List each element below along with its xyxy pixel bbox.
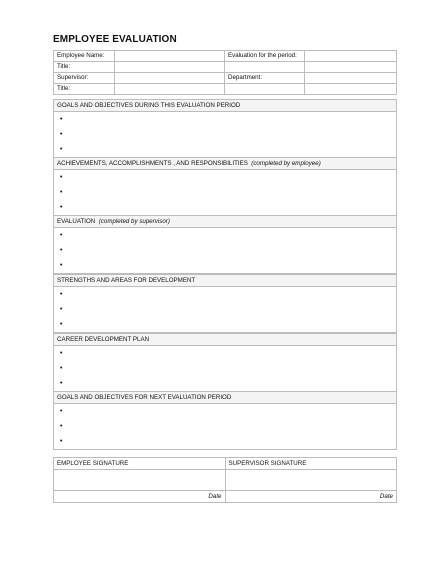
list-item[interactable] <box>54 361 396 376</box>
list-item[interactable] <box>54 419 396 434</box>
section-label: GOALS AND OBJECTIVES DURING THIS EVALUATION PERIOD <box>57 102 241 109</box>
blank-field[interactable] <box>305 84 397 95</box>
section-achievements <box>53 157 397 216</box>
section-note: (completed by employee) <box>251 160 321 167</box>
evaluation-period-label: Evaluation for the period: <box>225 51 305 62</box>
section-body[interactable] <box>54 112 397 158</box>
supervisor-signature-field[interactable] <box>225 470 397 491</box>
list-item[interactable] <box>54 142 396 157</box>
supervisor-signature-label: SUPERVISOR SIGNATURE <box>225 458 397 470</box>
employee-signature-field[interactable] <box>54 470 226 491</box>
section-body[interactable] <box>54 346 397 392</box>
list-item[interactable] <box>54 200 396 215</box>
supervisor-title-field[interactable] <box>115 84 225 95</box>
bullet-list <box>54 404 396 449</box>
list-item[interactable] <box>54 434 396 449</box>
list-item[interactable] <box>54 170 396 185</box>
bullet-list <box>54 346 396 391</box>
employee-name-field[interactable] <box>115 51 225 62</box>
title-field[interactable] <box>115 62 225 73</box>
supervisor-field[interactable] <box>115 73 225 84</box>
list-item[interactable] <box>54 302 396 317</box>
info-row <box>54 51 397 62</box>
list-item[interactable] <box>54 228 396 243</box>
list-item[interactable] <box>54 317 396 332</box>
date-label: Date <box>208 492 222 500</box>
evaluation-period-field[interactable] <box>305 51 397 62</box>
supervisor-label: Supervisor: <box>54 73 115 84</box>
section-note: (completed by supervisor) <box>98 218 170 225</box>
section-label: CAREER DEVELOPMENT PLAN <box>57 336 150 343</box>
list-item[interactable] <box>54 185 396 200</box>
section-label: ACHIEVEMENTS, ACCOMPLISHMENTS , AND RESPONSIBILITIES <box>57 160 248 167</box>
section-header <box>54 158 397 170</box>
employee-signature-label: EMPLOYEE SIGNATURE <box>54 458 226 470</box>
section-label: EVALUATION <box>57 218 96 225</box>
bullet-list <box>54 228 396 273</box>
blank-field[interactable] <box>305 62 397 73</box>
list-item[interactable] <box>54 376 396 391</box>
employee-name-label: Employee Name: <box>54 51 115 62</box>
title-label: Title: <box>54 62 115 73</box>
section-goals <box>53 99 397 158</box>
blank-cell <box>225 84 305 95</box>
section-label: GOALS AND OBJECTIVES FOR NEXT EVALUATION PERIOD <box>57 394 232 401</box>
list-item[interactable] <box>54 112 396 127</box>
page-title: EMPLOYEE EVALUATION <box>53 34 177 45</box>
bullet-list <box>54 112 396 157</box>
list-item[interactable] <box>54 346 396 361</box>
bullet-list <box>54 287 396 332</box>
signature-table <box>53 457 397 503</box>
section-next-goals <box>53 391 397 450</box>
section-header <box>54 275 397 287</box>
section-header <box>54 216 397 228</box>
section-evaluation <box>53 215 397 274</box>
list-item[interactable] <box>54 127 396 142</box>
list-item[interactable] <box>54 287 396 302</box>
employee-date-field[interactable] <box>54 491 226 503</box>
info-row <box>54 62 397 73</box>
list-item[interactable] <box>54 258 396 273</box>
date-label: Date <box>379 492 393 500</box>
supervisor-title-label: Title: <box>54 84 115 95</box>
section-header <box>54 334 397 346</box>
list-item[interactable] <box>54 243 396 258</box>
department-label: Department: <box>225 73 305 84</box>
employee-info-table <box>53 50 397 95</box>
supervisor-date-field[interactable] <box>225 491 397 503</box>
department-field[interactable] <box>305 73 397 84</box>
list-item[interactable] <box>54 404 396 419</box>
section-body[interactable] <box>54 170 397 216</box>
section-body[interactable] <box>54 404 397 450</box>
section-career-plan <box>53 333 397 392</box>
section-body[interactable] <box>54 228 397 274</box>
section-header <box>54 100 397 112</box>
blank-cell <box>225 62 305 73</box>
info-row <box>54 73 397 84</box>
section-header <box>54 392 397 404</box>
section-strengths <box>53 274 397 333</box>
section-label: STRENGTHS AND AREAS FOR DEVELOPMENT <box>57 277 196 284</box>
section-body[interactable] <box>54 287 397 333</box>
bullet-list <box>54 170 396 215</box>
info-row <box>54 84 397 95</box>
